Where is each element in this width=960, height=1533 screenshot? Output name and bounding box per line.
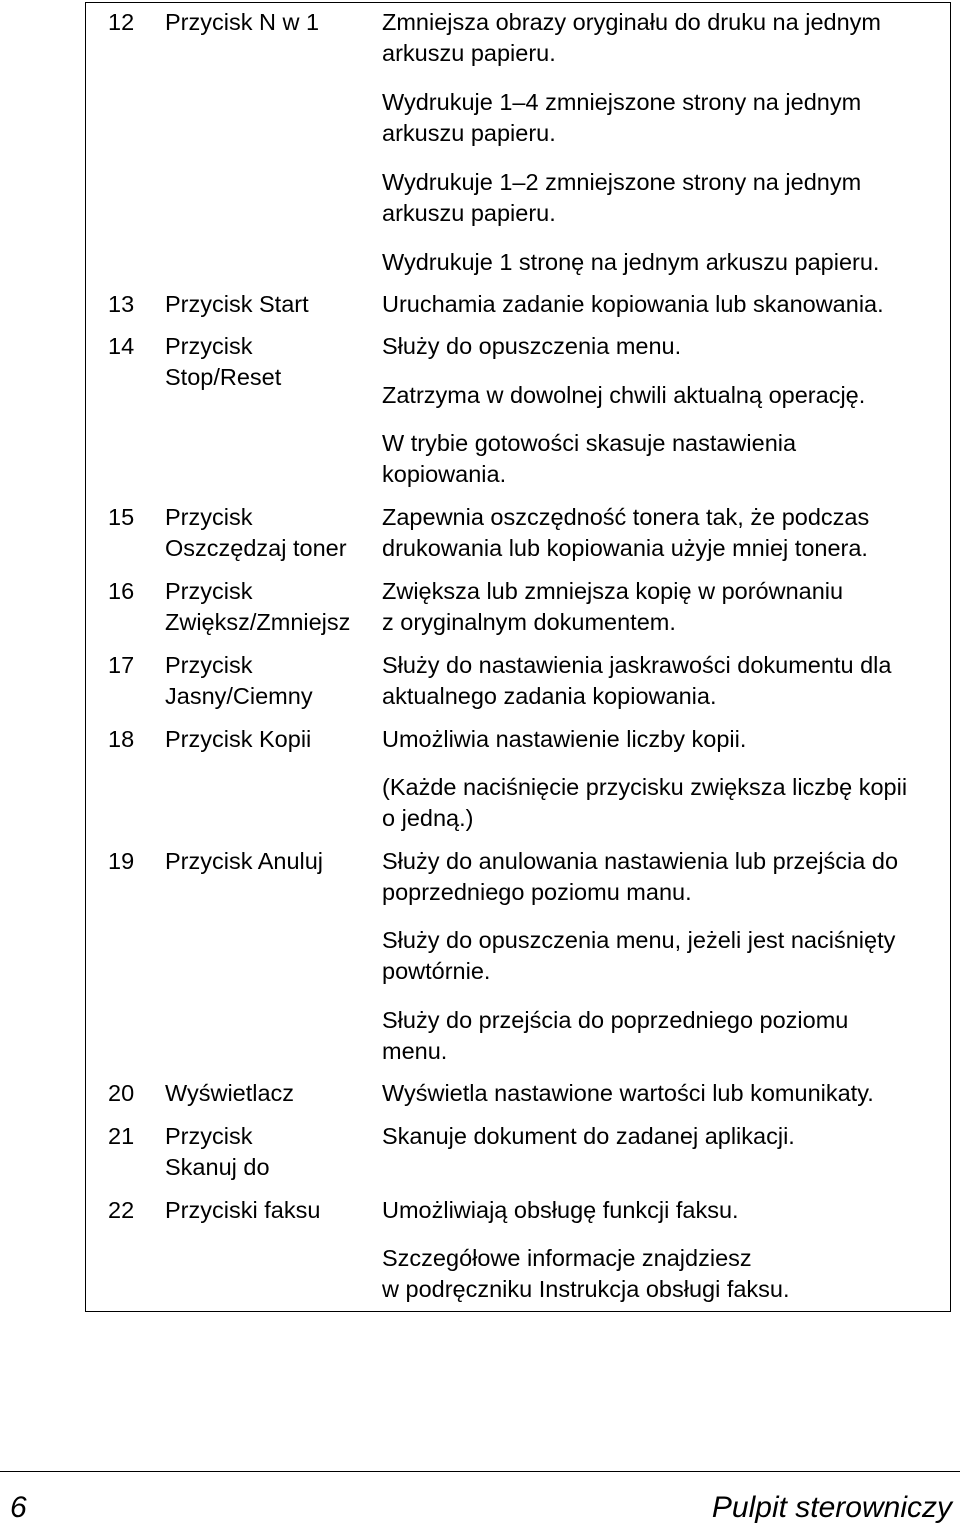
description-line: poprzedniego poziomu manu. [382, 879, 692, 905]
button-name: Przycisk [165, 333, 253, 359]
row-number: 14 [108, 333, 135, 359]
row-number: 22 [108, 1197, 135, 1223]
description-line: Wydrukuje 1–4 zmniejszone strony na jednym [382, 89, 862, 115]
button-name: Przycisk [165, 578, 253, 604]
button-name: Przycisk [165, 1123, 253, 1149]
description-line: aktualnego zadania kopiowania. [382, 683, 717, 709]
button-name: Przycisk [165, 504, 253, 530]
description-line: Szczegółowe informacje znajdziesz [382, 1245, 752, 1271]
description-line: Zapewnia oszczędność tonera tak, że podczas [382, 504, 870, 530]
description-line: drukowania lub kopiowania użyje mniej tonera. [382, 535, 868, 561]
description-line: Uruchamia zadanie kopiowania lub skanowania. [382, 291, 884, 317]
description-line: arkuszu papieru. [382, 40, 556, 66]
description-line: Wyświetla nastawione wartości lub komunikaty. [382, 1080, 874, 1106]
button-name: Przycisk [165, 652, 253, 678]
description-line: Wydrukuje 1–2 zmniejszone strony na jednym [382, 169, 862, 195]
description-line: Służy do opuszczenia menu. [382, 333, 682, 359]
description-line: W trybie gotowości skasuje nastawienia [382, 430, 797, 456]
row-number: 21 [108, 1123, 135, 1149]
row-number: 12 [108, 9, 135, 35]
row-number: 16 [108, 578, 135, 604]
description-line: Służy do opuszczenia menu, jeżeli jest naciśnięty [382, 927, 896, 953]
button-name: Jasny/Ciemny [165, 683, 313, 709]
description-line: kopiowania. [382, 461, 507, 487]
description-line: powtórnie. [382, 958, 491, 984]
description-line: (Każde naciśnięcie przycisku zwiększa liczbę kopii [382, 774, 908, 800]
row-number: 17 [108, 652, 135, 678]
description-line: Służy do przejścia do poprzedniego poziomu [382, 1007, 849, 1033]
page-number: 6 [10, 1491, 27, 1524]
description-line: Skanuje dokument do zadanej aplikacji. [382, 1123, 795, 1149]
description-line: Służy do anulowania nastawienia lub przejścia do [382, 848, 899, 874]
description-line: Służy do nastawienia jaskrawości dokumentu dla [382, 652, 892, 678]
description-line: Umożliwiają obsługę funkcji faksu. [382, 1197, 739, 1223]
button-name: Oszczędzaj toner [165, 535, 347, 561]
description-line: z oryginalnym dokumentem. [382, 609, 676, 635]
row-number: 15 [108, 504, 135, 530]
row-number: 19 [108, 848, 135, 874]
description-line: Zatrzyma w dowolnej chwili aktualną operację. [382, 382, 866, 408]
button-name: Stop/Reset [165, 364, 282, 390]
button-name: Skanuj do [165, 1154, 270, 1180]
row-number: 18 [108, 726, 135, 752]
button-name: Przycisk Anuluj [165, 848, 324, 874]
button-name: Przycisk Kopii [165, 726, 312, 752]
button-name: Zwiększ/Zmniejsz [165, 609, 351, 635]
button-name: Przycisk Start [165, 291, 309, 317]
description-line: Zmniejsza obrazy oryginału do druku na jednym [382, 9, 881, 35]
row-number: 20 [108, 1080, 135, 1106]
button-name: Wyświetlacz [165, 1080, 295, 1106]
section-title: Pulpit sterowniczy [711, 1491, 952, 1524]
description-line: w podręczniku Instrukcja obsługi faksu. [382, 1276, 790, 1302]
button-name: Przyciski faksu [165, 1197, 321, 1223]
description-line: menu. [382, 1038, 448, 1064]
footer-rule [0, 1471, 960, 1472]
description-line: Umożliwia nastawienie liczby kopii. [382, 726, 747, 752]
row-number: 13 [108, 291, 135, 317]
button-name: Przycisk N w 1 [165, 9, 320, 35]
description-line: o jedną.) [382, 805, 474, 831]
description-line: arkuszu papieru. [382, 120, 556, 146]
description-line: Zwiększa lub zmniejsza kopię w porównaniu [382, 578, 844, 604]
description-line: Wydrukuje 1 stronę na jednym arkuszu papieru. [382, 249, 880, 275]
description-line: arkuszu papieru. [382, 200, 556, 226]
